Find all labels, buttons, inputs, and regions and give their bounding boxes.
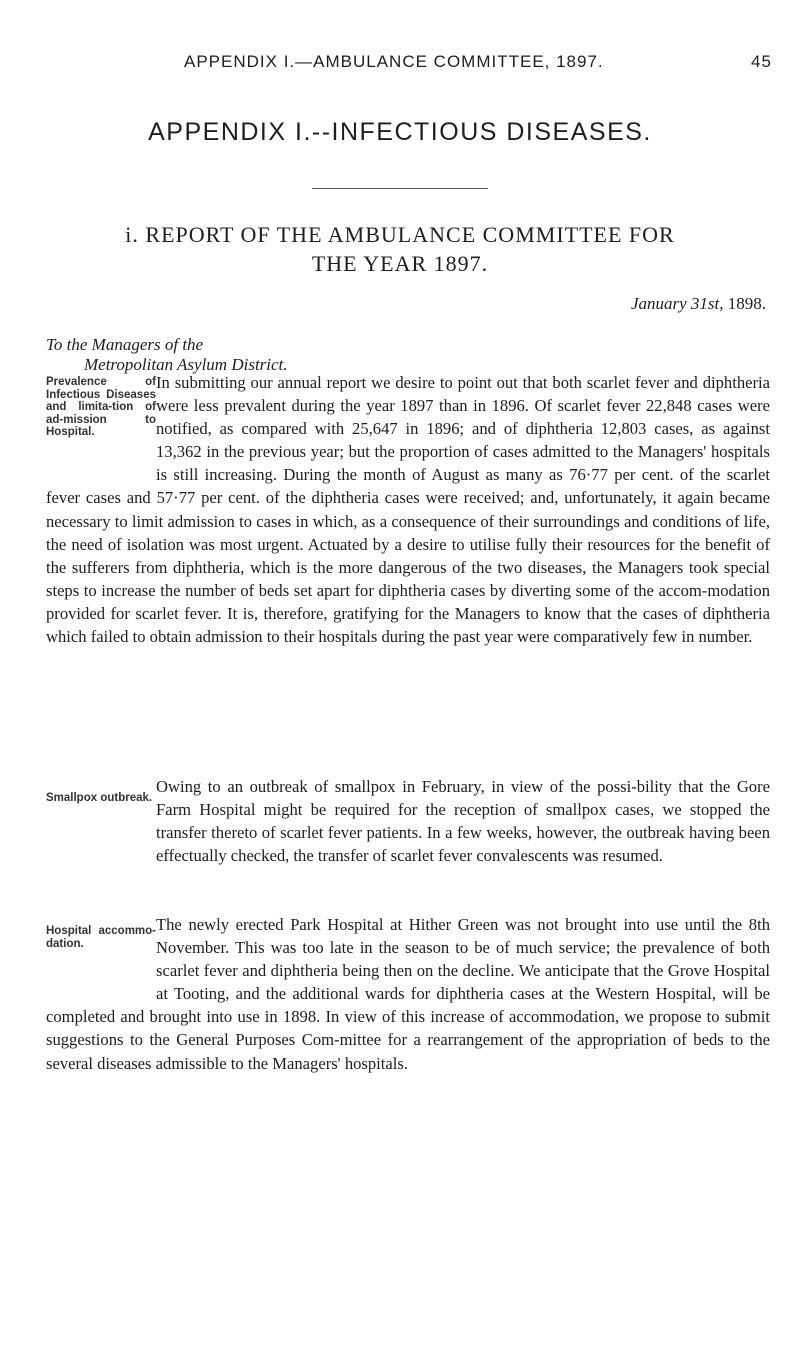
sidenote-hospital-accommodation: Hospital accommo-dation. xyxy=(46,925,156,950)
report-date xyxy=(0,294,766,314)
report-title xyxy=(0,220,800,278)
paragraph-hospital-accommodation: The newly erected Park Hospital at Hither Green was not brought into use until the 8th November. This was too late in the season to be of much service; the prevalence of both scarlet fever and diphtheria being then on the decline. We anticipate that the Grove Hospital at Tooting, and the additional wards for diphtheria cases at the Western Hospital, will be completed and brought into use in 1898. In view of this increase of accommodation, we propose to submit suggestions to the General Purposes Com-mittee for a rearrangement of the appropriation of beds to the several diseases admissible to the Managers' hospitals. xyxy=(46,915,770,1073)
report-title-line-1: i. REPORT OF THE AMBULANCE COMMITTEE FOR xyxy=(125,222,675,247)
running-head-title: APPENDIX I.—AMBULANCE COMMITTEE, 1897. xyxy=(184,52,604,71)
page-number: 45 xyxy=(751,52,772,71)
addressee-line-1: To the Managers of the xyxy=(46,335,204,354)
addressee-line-2: Metropolitan Asylum District. xyxy=(84,355,288,374)
section-prevalence xyxy=(46,371,770,648)
addressee xyxy=(46,335,288,375)
appendix-title: APPENDIX I.--INFECTIOUS DISEASES. xyxy=(148,118,652,146)
report-date-year: 1898. xyxy=(723,294,766,313)
sidenote-prevalence: Prevalence of Infectious Diseases and limita-tion of ad-mission to Hospital. xyxy=(46,376,156,438)
paragraph-smallpox: Owing to an outbreak of smallpox in February, in view of the possi-bility that the Gore Farm Hospital might be required for the reception of smallpox cases, we stopped the transfer thereto of scarlet fever patients. In a few weeks, however, the outbreak having been effectually checked, the transfer of scarlet fever convalescents was resumed. xyxy=(156,777,770,866)
section-smallpox xyxy=(46,775,770,867)
sidenote-smallpox: Smallpox outbreak. xyxy=(46,792,153,804)
paragraph-prevalence: In submitting our annual report we desire to point out that both scarlet fever and diphtheria were less prevalent during the year 1897 than in 1896. Of scarlet fever 22,848 cases were notified, as compared with 25,647 in 1896; and of diphtheria 12,803 cases, as against 13,362 in the previous year; but the proportion of cases admitted to the Managers' hospitals is still increasing. During the month of August as many as 76·77 per cent. of the scarlet fever cases and 57·77 per cent. of the diphtheria cases were received; and, unfortunately, it again became necessary to limit admission to cases in which, as a consequence of their surroundings and conditions of life, the need of isolation was most urgent. Actuated by a desire to utilise fully their resources for the benefit of the sufferers from diphtheria, which is the more dangerous of the two diseases, the Managers took special steps to increase the number of beds set apart for diphtheria cases by diverting some of the accom-modation provided for scarlet fever. It is, therefore, gratifying for the Managers to know that the cases of diphtheria which failed to obtain admission to their hospitals during the past year were comparatively few in number. xyxy=(46,373,770,647)
divider-rule xyxy=(312,188,488,189)
report-title-line-2: THE YEAR 1897. xyxy=(311,251,489,276)
section-hospital-accommodation xyxy=(46,913,770,1075)
report-date-day: January 31st, xyxy=(630,294,724,313)
